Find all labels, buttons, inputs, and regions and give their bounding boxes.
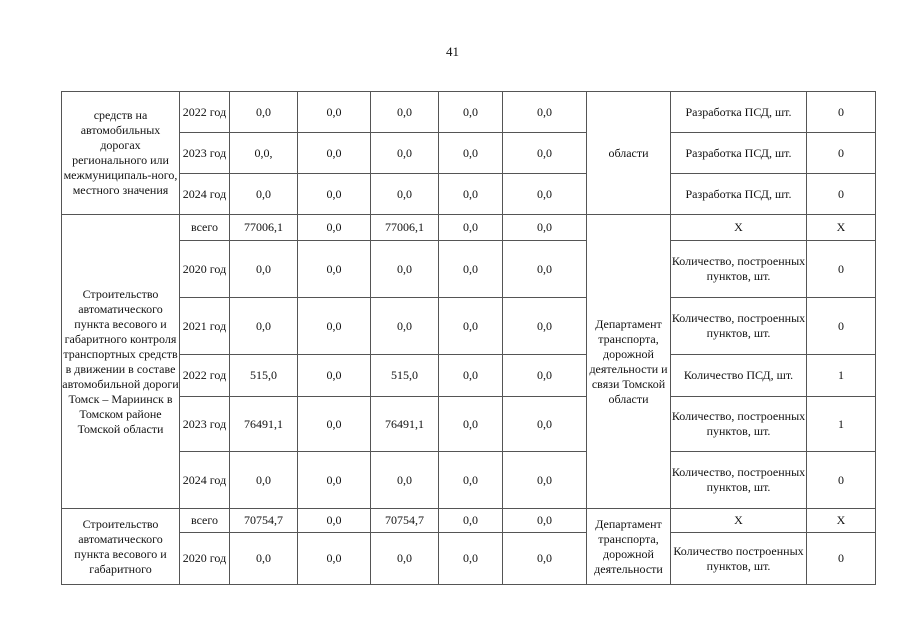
amount-cell: 0,0 bbox=[298, 241, 371, 298]
amount-cell: 0,0 bbox=[439, 215, 503, 241]
amount-cell: 0,0 bbox=[371, 133, 439, 174]
amount-cell: 0,0 bbox=[371, 298, 439, 355]
amount-cell: 0,0 bbox=[298, 92, 371, 133]
amount-cell: 0,0 bbox=[503, 533, 587, 585]
year-cell: 2020 год bbox=[180, 533, 230, 585]
amount-cell: 515,0 bbox=[371, 355, 439, 397]
table-row bbox=[62, 533, 876, 585]
indicator-cell: Х bbox=[671, 509, 807, 533]
indicator-value-cell: Х bbox=[807, 215, 876, 241]
table-row bbox=[62, 355, 876, 397]
amount-cell: 0,0 bbox=[503, 241, 587, 298]
department-cell: Департамент транспорта, дорожной деятельности bbox=[587, 509, 671, 585]
activity-name-cell: Строительство автоматического пункта весового и габаритного bbox=[62, 509, 180, 585]
amount-cell: 0,0 bbox=[503, 215, 587, 241]
indicator-value-cell: 0 bbox=[807, 298, 876, 355]
amount-cell: 70754,7 bbox=[371, 509, 439, 533]
amount-cell: 0,0 bbox=[298, 174, 371, 215]
amount-cell: 76491,1 bbox=[371, 397, 439, 452]
table-row bbox=[62, 174, 876, 215]
table-row bbox=[62, 397, 876, 452]
indicator-cell: Разработка ПСД, шт. bbox=[671, 92, 807, 133]
total-cell: 70754,7 bbox=[230, 509, 298, 533]
total-cell: 515,0 bbox=[230, 355, 298, 397]
amount-cell: 0,0 bbox=[503, 92, 587, 133]
table-row bbox=[62, 133, 876, 174]
total-cell: 0,0 bbox=[230, 241, 298, 298]
year-cell: всего bbox=[180, 509, 230, 533]
total-cell: 0,0, bbox=[230, 133, 298, 174]
year-cell: 2020 год bbox=[180, 241, 230, 298]
total-cell: 0,0 bbox=[230, 174, 298, 215]
indicator-value-cell: 0 bbox=[807, 533, 876, 585]
table-row bbox=[62, 452, 876, 509]
amount-cell: 0,0 bbox=[503, 509, 587, 533]
total-cell: 77006,1 bbox=[230, 215, 298, 241]
amount-cell: 0,0 bbox=[371, 241, 439, 298]
year-cell: 2024 год bbox=[180, 452, 230, 509]
indicator-cell: Количество ПСД, шт. bbox=[671, 355, 807, 397]
total-cell: 0,0 bbox=[230, 298, 298, 355]
amount-cell: 0,0 bbox=[439, 241, 503, 298]
amount-cell: 0,0 bbox=[298, 215, 371, 241]
indicator-cell: Х bbox=[671, 215, 807, 241]
table-row bbox=[62, 509, 876, 533]
amount-cell: 0,0 bbox=[439, 533, 503, 585]
indicator-cell: Количество, построенных пунктов, шт. bbox=[671, 397, 807, 452]
amount-cell: 0,0 bbox=[439, 509, 503, 533]
amount-cell: 0,0 bbox=[298, 509, 371, 533]
indicator-cell: Количество, построенных пунктов, шт. bbox=[671, 452, 807, 509]
total-cell: 76491,1 bbox=[230, 397, 298, 452]
indicator-cell: Количество, построенных пунктов, шт. bbox=[671, 241, 807, 298]
amount-cell: 0,0 bbox=[298, 133, 371, 174]
indicator-cell: Количество, построенных пунктов, шт. bbox=[671, 298, 807, 355]
indicator-cell: Разработка ПСД, шт. bbox=[671, 174, 807, 215]
amount-cell: 0,0 bbox=[298, 533, 371, 585]
year-cell: 2022 год bbox=[180, 355, 230, 397]
amount-cell: 0,0 bbox=[503, 397, 587, 452]
amount-cell: 0,0 bbox=[371, 533, 439, 585]
table-row bbox=[62, 215, 876, 241]
amount-cell: 0,0 bbox=[439, 298, 503, 355]
activity-name-cell: Строительство автоматического пункта весового и габаритного контроля транспортных средств в движении в составе автомобильной дороги Томск – Мариинск в Томском районе Томской области bbox=[62, 215, 180, 509]
year-cell: 2024 год bbox=[180, 174, 230, 215]
indicator-value-cell: 0 bbox=[807, 133, 876, 174]
program-table bbox=[61, 91, 876, 585]
amount-cell: 0,0 bbox=[503, 355, 587, 397]
amount-cell: 0,0 bbox=[439, 452, 503, 509]
amount-cell: 0,0 bbox=[439, 355, 503, 397]
indicator-value-cell: 0 bbox=[807, 452, 876, 509]
indicator-value-cell: 1 bbox=[807, 355, 876, 397]
amount-cell: 0,0 bbox=[371, 174, 439, 215]
amount-cell: 77006,1 bbox=[371, 215, 439, 241]
table-row bbox=[62, 298, 876, 355]
total-cell: 0,0 bbox=[230, 452, 298, 509]
department-cell: Департамент транспорта, дорожной деятельности и связи Томской области bbox=[587, 215, 671, 509]
activity-name-cell: средств на автомобильных дорогах регионального или межмуниципаль-ного, местного значения bbox=[62, 92, 180, 215]
amount-cell: 0,0 bbox=[298, 355, 371, 397]
table-row bbox=[62, 92, 876, 133]
amount-cell: 0,0 bbox=[503, 298, 587, 355]
year-cell: 2022 год bbox=[180, 92, 230, 133]
indicator-value-cell: 0 bbox=[807, 92, 876, 133]
amount-cell: 0,0 bbox=[439, 92, 503, 133]
department-cell: области bbox=[587, 92, 671, 215]
indicator-value-cell: Х bbox=[807, 509, 876, 533]
indicator-value-cell: 0 bbox=[807, 241, 876, 298]
indicator-value-cell: 1 bbox=[807, 397, 876, 452]
amount-cell: 0,0 bbox=[439, 397, 503, 452]
indicator-cell: Разработка ПСД, шт. bbox=[671, 133, 807, 174]
total-cell: 0,0 bbox=[230, 533, 298, 585]
amount-cell: 0,0 bbox=[503, 174, 587, 215]
amount-cell: 0,0 bbox=[371, 452, 439, 509]
year-cell: 2023 год bbox=[180, 133, 230, 174]
amount-cell: 0,0 bbox=[298, 298, 371, 355]
year-cell: всего bbox=[180, 215, 230, 241]
indicator-cell: Количество построенных пунктов, шт. bbox=[671, 533, 807, 585]
page-number: 41 bbox=[446, 44, 459, 59]
total-cell: 0,0 bbox=[230, 92, 298, 133]
amount-cell: 0,0 bbox=[298, 397, 371, 452]
amount-cell: 0,0 bbox=[439, 174, 503, 215]
amount-cell: 0,0 bbox=[298, 452, 371, 509]
year-cell: 2023 год bbox=[180, 397, 230, 452]
table-row bbox=[62, 241, 876, 298]
amount-cell: 0,0 bbox=[503, 133, 587, 174]
amount-cell: 0,0 bbox=[439, 133, 503, 174]
amount-cell: 0,0 bbox=[371, 92, 439, 133]
year-cell: 2021 год bbox=[180, 298, 230, 355]
indicator-value-cell: 0 bbox=[807, 174, 876, 215]
amount-cell: 0,0 bbox=[503, 452, 587, 509]
